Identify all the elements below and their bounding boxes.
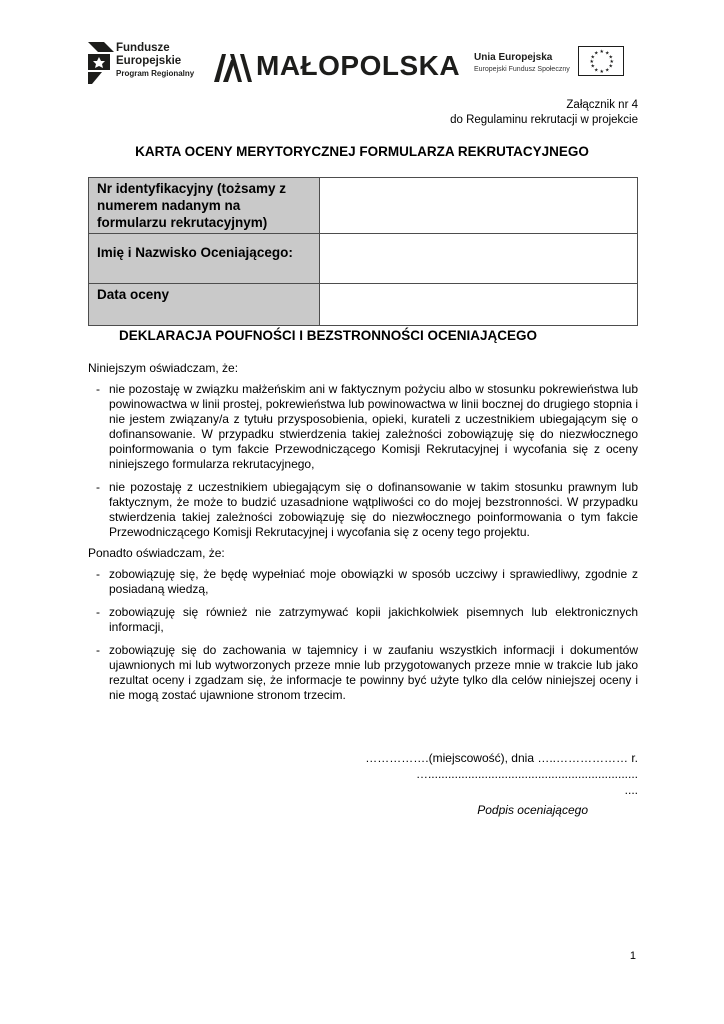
dash-bullet: - bbox=[96, 567, 100, 581]
ue-title: Unia Europejska bbox=[474, 52, 553, 63]
eu-flag-icon bbox=[578, 46, 624, 76]
evaluation-date-field[interactable] bbox=[320, 284, 638, 326]
signature-block bbox=[365, 750, 638, 818]
fe-line2: Europejskie bbox=[116, 55, 182, 67]
ue-subtitle: Europejski Fundusz Społeczny bbox=[474, 66, 570, 73]
dash-bullet: - bbox=[96, 480, 100, 494]
declaration-title: DEKLARACJA POUFNOŚCI I BEZSTRONNOŚCI OCENIAJĄCEGO bbox=[119, 328, 538, 343]
signature-dots-line: …............................................................... bbox=[415, 767, 638, 781]
dash-bullet: - bbox=[96, 382, 100, 396]
header-logos bbox=[0, 38, 724, 94]
signature-label: Podpis oceniającego bbox=[477, 803, 588, 817]
svg-text:★: ★ bbox=[589, 59, 594, 65]
svg-text:★: ★ bbox=[590, 54, 595, 61]
list-item bbox=[88, 382, 638, 472]
annex-line2: do Regulaminu rekrutacji w projekcie bbox=[450, 114, 638, 126]
signature-dots-end: .... bbox=[624, 783, 638, 797]
malopolska-m-icon bbox=[214, 52, 252, 82]
svg-text:★: ★ bbox=[594, 50, 599, 57]
identification-table bbox=[88, 177, 638, 326]
list-item-text: nie pozostaję w związku małżeńskim ani w faktycznym pożyciu albo w stosunku pokrewieństwa lub powinowactwa w linii prostej, pokrewieństwa lub powinowactwa w linii bocznej do drugiego stopnia i nie jestem związany/a z tytułu przysposobienia, opieki, kurateli z uczestnikiem ubiegającym się o dofinansowanie. W przypadku stwierdzenia takiej zależności zobowiązuję się do niezwłocznego poinformowania o tym fakcie Przewodniczącego Komisji Rekrutacyjnej i wycofania się z oceny niniejszego formularza rekrutacyjnego, bbox=[109, 382, 638, 471]
annex-line1: Załącznik nr 4 bbox=[566, 99, 638, 111]
fe-text bbox=[116, 42, 194, 80]
place-date-line: …………….(miejscowość), dnia …..……………… r. bbox=[365, 751, 638, 765]
svg-text:★: ★ bbox=[605, 50, 610, 57]
dash-bullet: - bbox=[96, 643, 100, 657]
document-title: KARTA OCENY MERYTORYCZNEJ FORMULARZA REKRUTACYJNEGO bbox=[135, 144, 589, 159]
dash-bullet: - bbox=[96, 605, 100, 619]
annex-reference bbox=[450, 98, 638, 128]
svg-text:★: ★ bbox=[594, 67, 599, 74]
list-item bbox=[88, 567, 638, 597]
svg-text:★: ★ bbox=[608, 63, 613, 70]
table-row bbox=[89, 284, 638, 326]
declaration-list-2 bbox=[88, 567, 638, 703]
declaration-body bbox=[88, 361, 638, 703]
fe-star-icon bbox=[88, 40, 114, 84]
page-number: 1 bbox=[629, 950, 636, 962]
list-item-text: zobowiązuję się również nie zatrzymywać kopii jakichkolwiek pisemnych lub elektronicznych informacji, bbox=[109, 605, 638, 634]
svg-text:★: ★ bbox=[590, 63, 595, 70]
svg-text:★: ★ bbox=[609, 59, 614, 65]
list-item bbox=[88, 480, 638, 540]
list-item-text: zobowiązuję się do zachowania w tajemnicy i w zaufaniu wszystkich informacji i dokumentów ujawnionych mi lub wytworzonych przeze mnie lub przygotowanych przeze mnie w trakcie lub jako rezultat oceny i zgadzam się, że informacje te powinny być użyte tylko dla celów niniejszej oceny i nie mogą zostać ujawnione stronom trzecim. bbox=[109, 643, 638, 702]
table-row bbox=[89, 234, 638, 284]
evaluator-name-field[interactable] bbox=[320, 234, 638, 284]
list-item bbox=[88, 643, 638, 703]
fe-line1: Fundusze bbox=[116, 42, 170, 54]
svg-text:★: ★ bbox=[599, 69, 604, 75]
evaluation-date-label: Data oceny bbox=[89, 284, 320, 326]
id-number-label: Nr identyfikacyjny (tożsamy z numerem nadanym na formularzu rekrutacyjnym) bbox=[89, 178, 320, 234]
svg-text:★: ★ bbox=[605, 67, 610, 74]
list-item bbox=[88, 605, 638, 635]
evaluator-name-label: Imię i Nazwisko Oceniającego: bbox=[89, 234, 320, 284]
intro-statement-2: Ponadto oświadczam, że: bbox=[88, 546, 225, 560]
fundusze-europejskie-logo bbox=[88, 40, 198, 88]
intro-statement-1: Niniejszym oświadczam, że: bbox=[88, 361, 239, 375]
svg-text:★: ★ bbox=[599, 49, 604, 55]
list-item-text: nie pozostaję z uczestnikiem ubiegającym się o dofinansowanie w takim stosunku prawnym lub faktycznym, że może to budzić uzasadnione wątpliwości co do mojej bezstronności. W przypadku stwierdzenia takiej zależności zobowiązuję się do niezwłocznego poinformowania o tym fakcie Przewodniczącego Komisji Rekrutacyjnej i wycofania się z oceny tego projektu. bbox=[109, 480, 638, 539]
svg-text:★: ★ bbox=[608, 54, 613, 61]
ue-text bbox=[474, 52, 570, 73]
declaration-list-1 bbox=[88, 382, 638, 540]
table-row bbox=[89, 178, 638, 234]
malopolska-text: MAŁOPOLSKA bbox=[256, 50, 461, 81]
list-item-text: zobowiązuję się, że będę wypełniać moje obowiązki w sposób uczciwy i sprawiedliwy, zgodnie z posiadaną wiedzą, bbox=[109, 567, 638, 596]
id-number-field[interactable] bbox=[320, 178, 638, 234]
fe-line3: Program Regionalny bbox=[116, 69, 195, 78]
